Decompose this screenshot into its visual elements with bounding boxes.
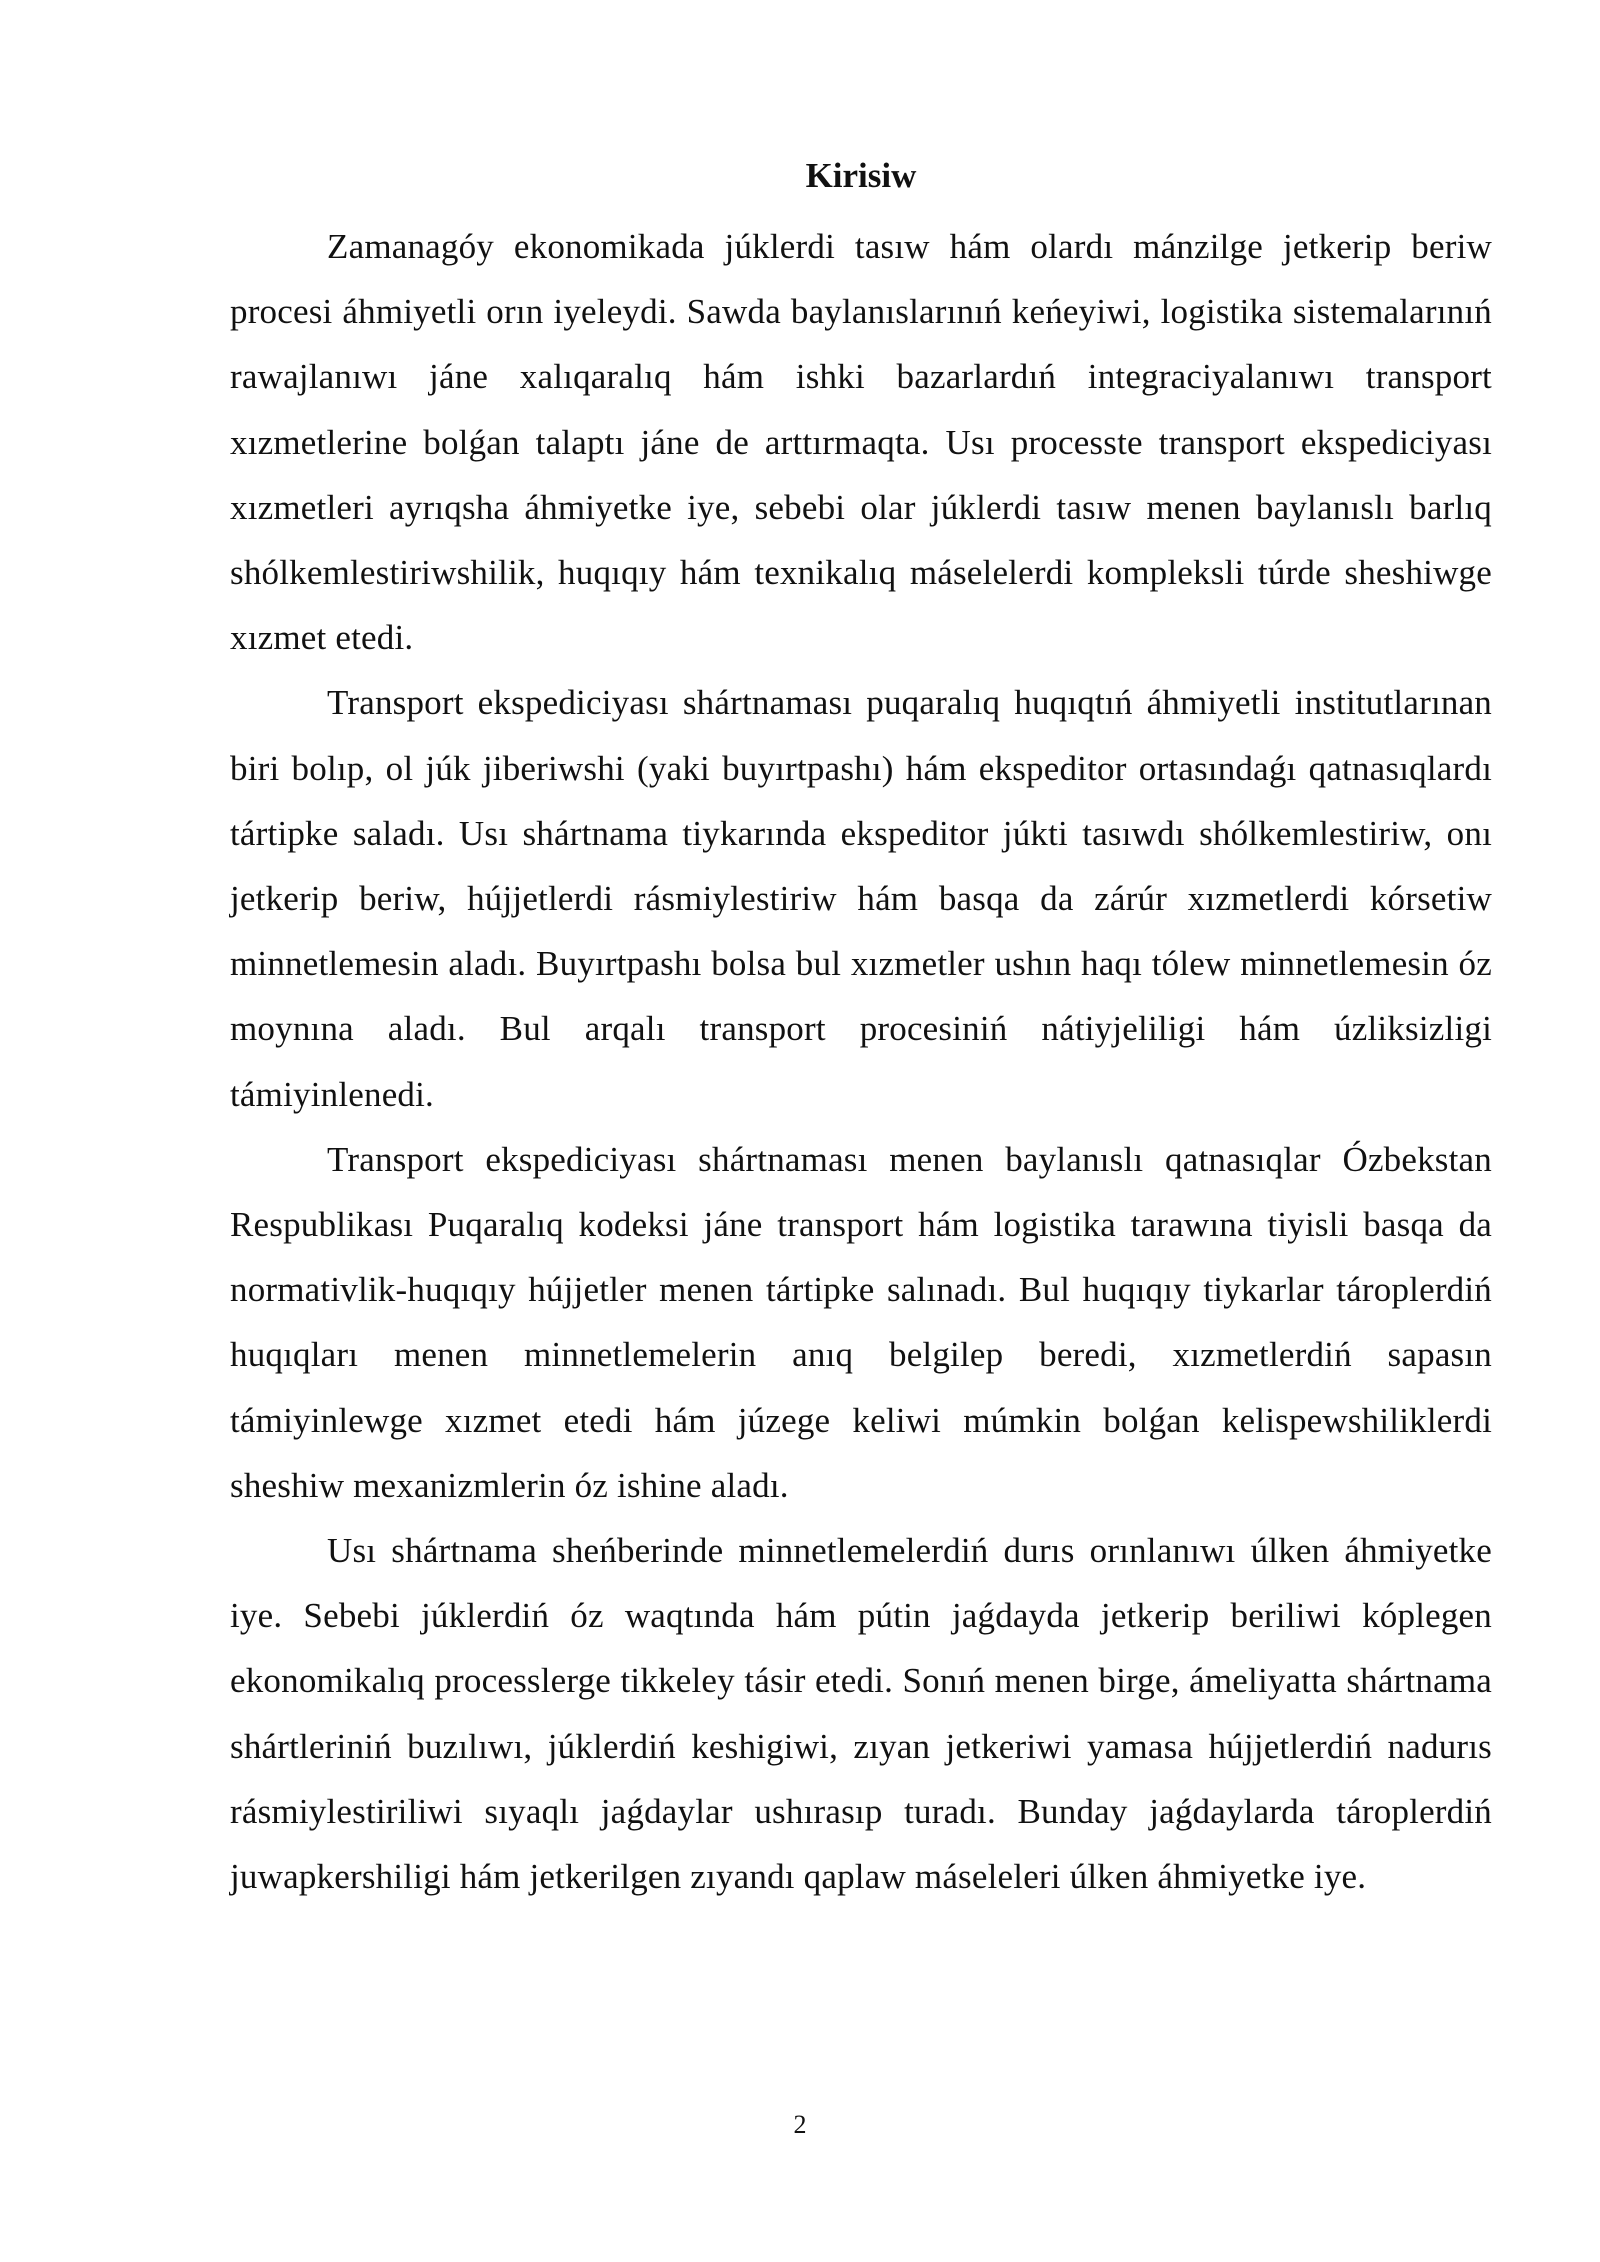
page-content xyxy=(230,150,1492,1909)
page-title: Kirisiw xyxy=(805,156,917,195)
paragraph-1: Zamanagóy ekonomikada júklerdi tasıw hám olardı mánzilge jetkerip beriw procesi áhmiyetli orın iyeleydi. Sawda baylanıslarınıń keńeyiwi, logistika sistemalarınıń rawajlanıwı jáne xalıqaralıq hám ishki bazarlardıń integraciyalanıwı transport xızmetlerine bolǵan talaptı jáne de arttırmaqta. Usı processte transport ekspediciyası xızmetleri ayrıqsha áhmiyetke iye, sebebi olar júklerdi tasıw menen baylanıslı barlıq shólkemlestiriwshilik, huqıqıy hám texnikalıq máselelerdi kompleksli túrde sheshiwge xızmet etedi. xyxy=(230,227,1492,658)
paragraph-4: Usı shártnama sheńberinde minnetlemelerdiń durıs orınlanıwı úlken áhmiyetke iye. Sebebi júklerdiń óz waqtında hám pútin jaǵdayda jetkerip beriliwi kóplegen ekonomikalıq processlerge tikkeley tásir etedi. Sonıń menen birge, ámeliyatta shártnama shártleriniń buzılıwı, júklerdiń keshigiwi, zıyan jetkeriwi yamasa hújjetlerdiń nadurıs rásmiylestiriliwi sıyaqlı jaǵdaylar ushırasıp turadı. Bunday jaǵdaylarda tároplerdiń juwapkershiligi hám jetkerilgen zıyandı qaplaw máseleleri úlken áhmiyetke iye. xyxy=(230,1531,1492,1897)
paragraph-2: Transport ekspediciyası shártnaması puqaralıq huqıqtıń áhmiyetli institutlarınan biri bolıp, ol júk jiberiwshi (yaki buyırtpashı) hám ekspeditor ortasındaǵı qatnasıqlardı tártipke saladı. Usı shártnama tiykarında ekspeditor júkti tasıwdı shólkemlestiriw, onı jetkerip beriw, hújjetlerdi rásmiylestiriw hám basqa da zárúr xızmetlerdi kórsetiw minnetlemesin aladı. Buyırtpashı bolsa bul xızmetler ushın haqı tólew minnetlemesin óz moynına aladı. Bul arqalı transport procesiniń nátiyjeliligi hám úzliksizligi támiyinlenedi. xyxy=(230,683,1492,1114)
page-number: 2 xyxy=(793,2110,807,2139)
paragraph-3: Transport ekspediciyası shártnaması menen baylanıslı qatnasıqlar Ózbekstan Respublikası Puqaralıq kodeksi jáne transport hám logistika tarawına tiyisli basqa da normativlik-huqıqıy hújjetler menen tártipke salınadı. Bul huqıqıy tiykarlar tároplerdiń huqıqları menen minnetlemelerin anıq belgilep beredi, xızmetlerdiń sapasın támiyinlewge xızmet etedi hám júzege keliwi múmkin bolǵan kelispewshiliklerdi sheshiw mexanizmlerin óz ishine aladı. xyxy=(230,1139,1492,1505)
